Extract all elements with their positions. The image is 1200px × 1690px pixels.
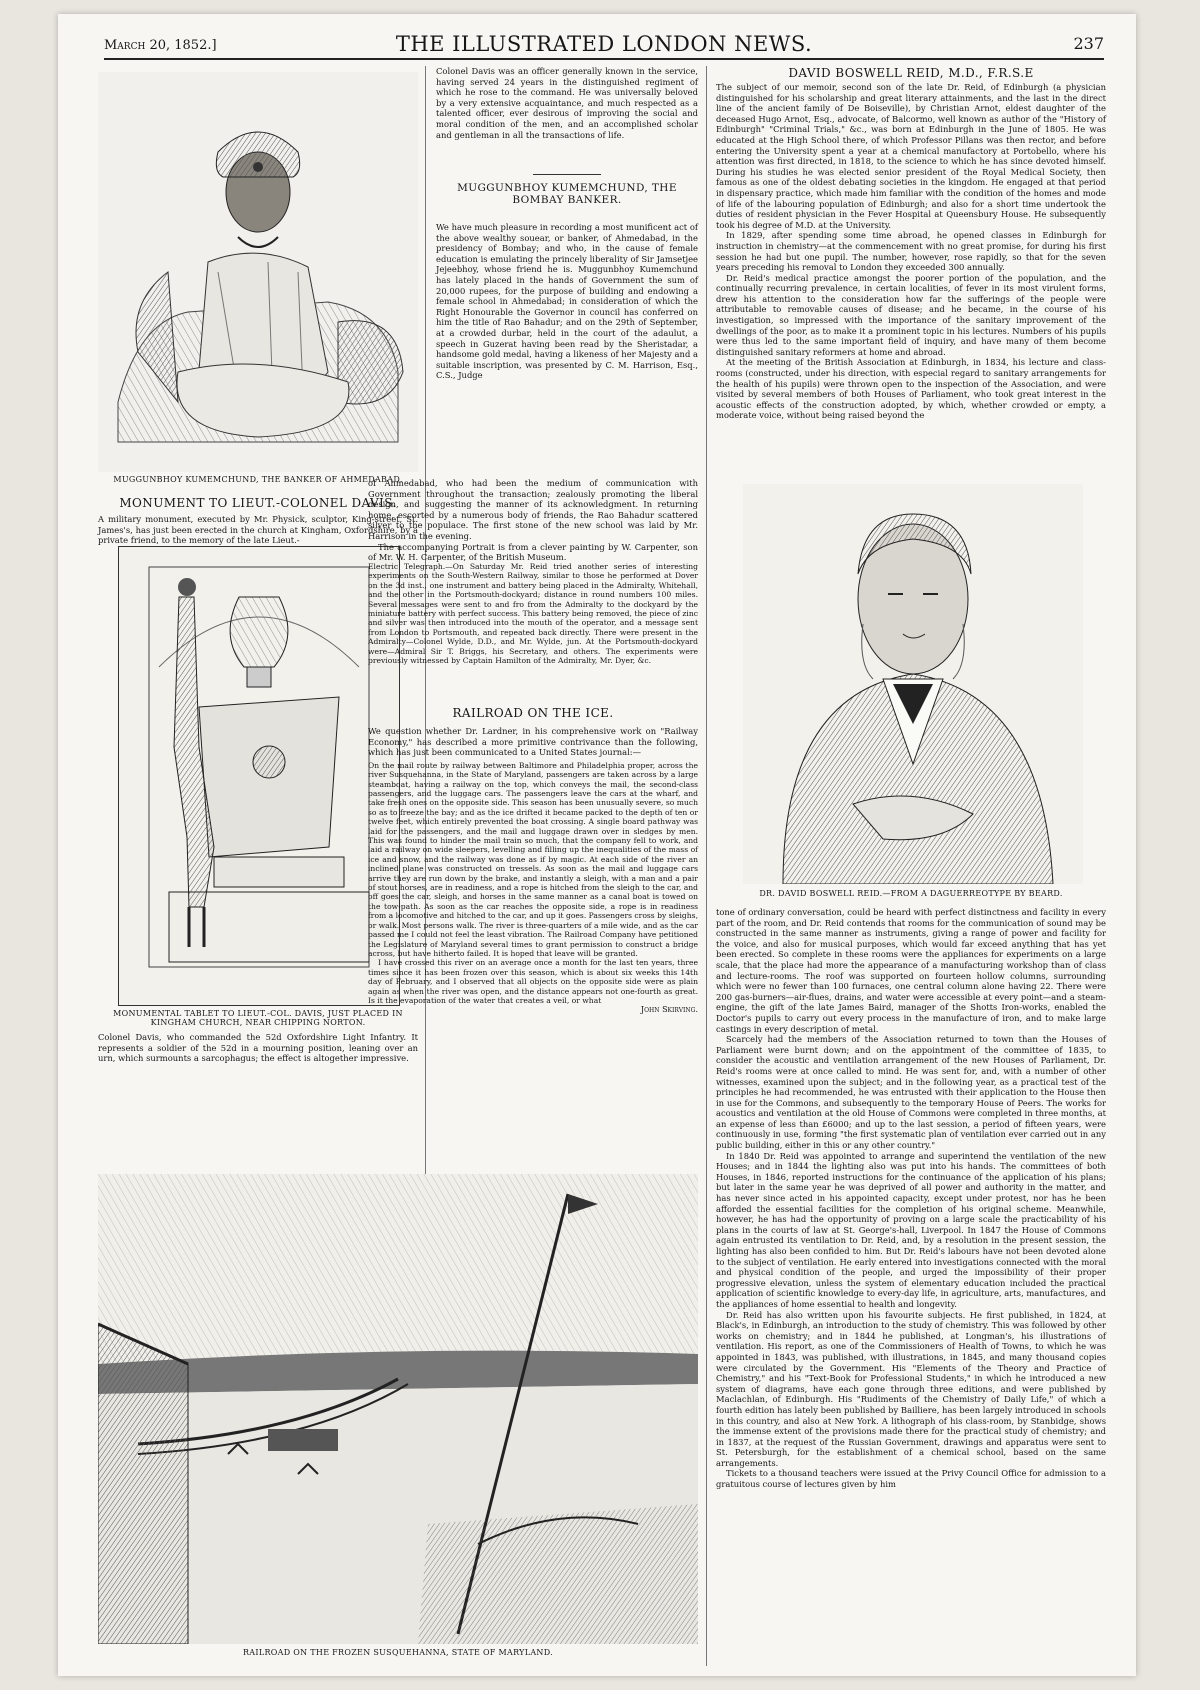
issue-date: March 20, 1852.] xyxy=(104,38,217,53)
railroad-engraving xyxy=(98,1174,698,1644)
reid-portrait-illustration xyxy=(743,484,1083,884)
banker-article xyxy=(436,222,698,381)
banker-article-continued xyxy=(368,478,698,563)
telegraph-article xyxy=(368,562,698,665)
column-divider-2 xyxy=(706,66,707,1666)
monument-text: A military monument, executed by Mr. Physick, sculptor, King-street, St. James's, has just been erected in the church at Kingham, Oxfordshire, by a private friend, to the memory of the late Lieut.- xyxy=(98,514,418,546)
reid-paragraph-7: In 1840 Dr. Reid was appointed to arrange and superintend the ventilation of the new Houses; and in 1844 the lighting also was put into his hands. The committees of both Houses, in 1846, reported instructions for the continuance of the application of his plans; but later in the same year he was deprived of all power and authority in the matter, and has never since acted in his appointed capacity, except under protest, nor has he been afforded the essential facilities for the completion of his original scheme. Meanwhile, however, he has had the opportunity of proving on a large scale the practicability of his plans in the courts of law at St. George's-hall, Liverpool. In 1847 the House of Commons again entrusted its ventilation to Dr. Reid, and, by a resolution in the present session, the lighting has also been confided to him. But Dr. Reid's labours have not been devoted alone to the subject of ventilation. He early entered into investigations connected with the moral and physical condition of the people, and urged the impossibility of their proper progressive elevation, unless the system of elementary education included the practical application of scientific knowledge to every-day life, in agriculture, arts, manufactures, and the appliances of home essential to health and longevity. xyxy=(716,1150,1106,1309)
monument-caption: MONUMENTAL TABLET TO LIEUT.-COL. DAVIS, JUST PLACED IN KINGHAM CHURCH, NEAR CHIPPING NORTON. xyxy=(113,1009,403,1027)
reid-paragraph-2: In 1829, after spending some time abroad, he opened classes in Edinburgh for instruction in chemistry—at the commencement with no great promise, for during his first session he had but one pupil. The number, however, rose rapidly, so that for the seven years preceding his removal to London they exceeded 300 annually. xyxy=(716,230,1106,273)
monument-text-2: Colonel Davis, who commanded the 52d Oxfordshire Light Infantry. It represents a soldier of the 52d in a mourning position, leaning over an urn, which surmounts a sarcophagus; the effect is altogether impressive. xyxy=(98,1032,418,1064)
davis-continued-text: Colonel Davis was an officer generally known in the service, having served 24 years in the distinguished regiment of which he rose to the command. He was universally beloved by a very extensive acquaintance, and much respected as a talented officer, ever desirous of improving the social and moral condition of the men, and an accomplished scholar and gentleman in all the transactions of life. xyxy=(436,66,698,140)
masthead xyxy=(104,28,1104,60)
newspaper-title: THE ILLUSTRATED LONDON NEWS. xyxy=(395,32,813,56)
section-rule xyxy=(533,174,601,175)
railroad-signature: John Skirving. xyxy=(640,1005,698,1015)
reid-heading: DAVID BOSWELL REID, M.D., F.R.S.E xyxy=(788,66,1034,80)
telegraph-text: Electric Telegraph.—On Saturday Mr. Reid tried another series of interesting experiments on the South-Western Railway, similar to those he performed at Dover on the 3d inst., one instrument and battery being placed in the Admiralty, Whitehall, and the other in the Portsmouth-dockyard; distance in round numbers 100 miles. Several messages were sent to and fro from the Admiralty to the dockyard by the miniature battery with perfect success. This battery being removed, the piece of zinc and silver was then introduced into the mouth of the operator, and a message sent from London to Portsmouth, and repeated back directly. There were present in the Admiralty—Colonel Wylde, D.D., and Mr. Wylde, jun. At the Portsmouth-dockyard were—Admiral Sir T. Briggs, his Secretary, and others. The experiments were previously witnessed by Captain Hamilton of the Admiralty, Mr. Dyer, &c. xyxy=(368,562,698,666)
banker-portrait-caption: MUGGUNBHOY KUMEMCHUND, THE BANKER OF AHMEDABAD. xyxy=(113,475,403,484)
banker-text: We have much pleasure in recording a most munificent act of the above wealthy souear, or banker, of Ahmedabad, in the presidency of Bombay; and who, in the cause of female education is emulating the princely liberality of Sir Jamsetjee Jejeebhoy, whose friend he is. Muggunbhoy Kumemchund has lately placed in the hands of Government the sum of 20,000 rupees, for the purpose of building and endowing a female school in Ahmedabad; in consideration of which the Right Honourable the Governor in council has conferred on him the title of Rao Bahadur; and on the 29th of September, at a crowded durbar, held in the court of the adaulut, a speech in Guzerat having been read by the Sheristadar, a handsome gold medal, having a likeness of her Majesty and a suitable inscription, was presented by C. M. Harrison, Esq., C.S., Judge xyxy=(436,222,698,381)
railroad-heading: RAILROAD ON THE ICE. xyxy=(452,706,614,720)
frozen-river-illustration xyxy=(98,1174,698,1644)
reid-paragraph-9: Tickets to a thousand teachers were issued at the Privy Council Office for admission to a gratuitous course of lectures given by him xyxy=(716,1468,1106,1490)
reid-paragraph-8: Dr. Reid has also written upon his favourite subjects. He first published, in 1824, at Black's, in Edinburgh, an introduction to the study of chemistry. This was followed by other works on chemistry; and in 1844 he published, at Longman's, his illustrations of ventilation. His report, as one of the Commissioners of Health of Towns, to which he was appointed in 1843, was published, with illustrations, in 1845, and many thousand copies were circulated by the Government. His "Elements of the Theory and Practice of Chemistry," and his "Text-Book for Professional Students," in which he introduced a new system of diagrams, have each gone through three editions, and were published by Maclachlan, of Edinburgh. His "Rudiments of the Chemistry of Daily Life," of which a fourth edition has lately been published by Bailliere, has been largely introduced in schools in this country, and also at New York. A lithograph of his class-room, by Stanbidge, shows the immense extent of the provisions made there for the practical study of chemistry; and in 1837, at the request of the Russian Government, drawings and apparatus were sent to St. Petersburgh, for the establishment of a chemical school, based on the same arrangements. xyxy=(716,1309,1106,1468)
railroad-caption: RAILROAD ON THE FROZEN SUSQUEHANNA, STATE OF MARYLAND. xyxy=(242,1648,553,1657)
reid-article xyxy=(716,82,1106,421)
reid-portrait-caption: DR. DAVID BOSWELL REID.—FROM A DAGUERREOTYPE BY BEARD. xyxy=(759,889,1063,898)
banker-text-2: of Ahmedabad, who had been the medium of communication with Government throughout the transaction; zealously promoting the liberal design, and suggesting the manner of its acknowledgment. In returning home, escorted by a numerous body of friends, the Rao Bahadur scattered silver to the populace. The first stone of the new school was laid by Mr. Harrison in the evening. xyxy=(368,478,698,541)
reid-paragraph-3: Dr. Reid's medical practice amongst the poorer portion of the population, and the continually recurring prevalence, in certain localities, of fever in its most virulent forms, drew his attention to the consideration how far the sufferings of the people were attributable to removable causes of disease; and he became, in the course of his investigation, so impressed with the importance of the sanitary improvement of the dwellings of the poor, as to make it a prominent topic in his lectures. Numbers of his pupils were thus led to the same important field of inquiry, and have many of them become distinguished sanitary reformers at home and abroad. xyxy=(716,272,1106,357)
monument-engraving xyxy=(118,546,400,1006)
railroad-intro: We question whether Dr. Lardner, in his comprehensive work on "Railway Economy," has described a more primitive contrivance than the following, which has just been communicated to a United States journal:— xyxy=(368,726,698,758)
reid-paragraph-6: Scarcely had the members of the Association returned to town than the Houses of Parliament were burnt down; and on the appointment of the committee of 1835, to consider the acoustic and ventilation arrangement of the new Houses of Parliament, Dr. Reid's rooms were at once called to mind. He was sent for, and, with a number of other witnesses, examined upon the subject; and in the following year, as a practical test of the principles he had recommended, he was entrusted with their application to the House then in use for the Commons, and subsequently to the temporary House of Peers. The works for acoustics and ventilation at the old House of Commons were completed in three months, at an expense of less than £6000; and up to the last session, a period of fifteen years, were continuously in use, forming "the first systematic plan of ventilation ever carried out in any public building, either in this or any other country." xyxy=(716,1034,1106,1151)
banker-text-3: The accompanying Portrait is from a clever painting by W. Carpenter, son of Mr. W. H. Carpenter, of the British Museum. xyxy=(368,541,698,563)
monument-heading: MONUMENT TO LIEUT.-COLONEL DAVIS. xyxy=(119,496,397,510)
reid-article-continued xyxy=(716,907,1106,1490)
reid-paragraph-5: tone of ordinary conversation, could be heard with perfect distinctness and facility in every part of the room, and Dr. Reid contends that rooms for the communication of sound may be constructed in the same manner as instruments, giving a range of power and facility for the voice, and also for musical purposes, which would far exceed anything that has yet been erected. So complete in these rooms were the appliances for experiments on a large scale, that the place had more the appearance of a manufacturing workshop than of class and lecture-rooms. The roof was supported on fourteen hollow columns, surrounding which were no fewer than 100 furnaces, one central column alone having 22. There were 200 gas-burners—air-flues, drains, and water were accessible at every point—and a steam-engine, the gift of the late James Baird, manager of the Shotts Iron-works, enabled the Doctor's pupils to carry out every process in the manufacture of iron, and to make large castings in every description of metal. xyxy=(716,907,1106,1034)
railroad-article xyxy=(368,726,698,1014)
railroad-quote-2: I have crossed this river on an average once a month for the last ten years, three times since it has been frozen over this season, which is about six weeks this 14th day of February, and I observed that all objects on the opposite side were as plain again as when the river was open, and the distance appears not one-fourth as great. Is it the evaporation of the water that creates a veil, or what xyxy=(368,958,698,1005)
newspaper-page xyxy=(58,14,1136,1676)
banker-portrait-engraving xyxy=(98,72,418,472)
monument-tablet-illustration xyxy=(119,547,399,1005)
reid-paragraph-1: The subject of our memoir, second son of the late Dr. Reid, of Edinburgh (a physician distinguished for his scholarship and great literary attainments, and the last in the direct line of the ancient family of De Boiseville), by Christian Arnot, eldest daughter of the deceased Hugo Arnot, Esq., advocate, of Balcormo, well known as author of the "History of Edinburgh" "Criminal Trials," &c., was born at Edinburgh in the June of 1805. He was educated at the High School there, of which Professor Pillans was then rector, and before entering the University spent a year at a chemical manufactory at Portobello, where his attention was first directed, in 1818, to the science to which he has since devoted himself. During his studies he was elected senior president of the Royal Medical Society, then famous as one of the oldest debating societies in the kingdom. He engaged at that period in dispensary practice, which made him familiar with the condition of the homes and mode of life of the labouring population of Edinburgh; and also for a short time undertook the duties of resident physician in the Fever Hospital at Queensbury House. He subsequently took his degree of M.D. at the University. xyxy=(716,82,1106,230)
railroad-quote: On the mail route by railway between Baltimore and Philadelphia proper, across the river Susquehanna, in the State of Maryland, passengers are taken across by a large steamboat, having a railway on the top, which conveys the mail, the second-class passengers, and the luggage cars. The passengers leave the cars at the wharf, and take fresh ones on the opposite side. This season has been unusually severe, so much so as to freeze the bay; and as the ice drifted it became packed to the depth of ten or twelve feet, which entirely prevented the boat crossing. A single board pathway was laid for the passengers, and the mail and luggage drawn over in sledges by men. This was found to hinder the mail train so much, that the company fell to work, and laid a railway on wide sleepers, levelling and filling up the inequalities of the mass of ice and snow, and the railway was done as if by magic. At each side of the river an inclined plane was constructed on tressels. As soon as the mail and luggage cars arrive they are run down by the brake, and instantly a sleigh, with a man and a pair of stout horses, are in readiness, and a rope is hitched from the sleigh to the car, and off goes the car, sleigh, and horses in the same manner as a canal boat is towed on the tow-path. As soon as the car reaches the opposite side, a rope is in readiness from a locomotive and hitched to the car, and up it goes. Passengers cross by sleighs, or walk. Most persons walk. The river is three-quarters of a mile wide, and as the car passed me I could not feel the least vibration. The Railroad Company have petitioned the Legislature of Maryland several times to grant permission to construct a bridge across, but have hitherto failed. It is hoped that leave will be granted. xyxy=(368,760,698,958)
davis-continued xyxy=(436,66,698,140)
monument-article-continued xyxy=(98,1032,418,1064)
reid-portrait-engraving xyxy=(743,484,1083,884)
reid-paragraph-4: At the meeting of the British Association at Edinburgh, in 1834, his lecture and class-rooms (constructed, under his direction, with especial regard to sanitary arrangements for the health of his pupils) were thrown open to the inspection of the Association, and were visited by several members of both Houses of Parliament, who took great interest in the acoustic effects of the construction adopted, by which, whether crowded or empty, a moderate voice, without being raised beyond the xyxy=(716,357,1106,421)
page-number: 237 xyxy=(1073,34,1104,53)
banker-heading: MUGGUNBHOY KUMEMCHUND, THE BOMBAY BANKER. xyxy=(457,182,677,206)
seated-figure-illustration xyxy=(98,72,418,472)
